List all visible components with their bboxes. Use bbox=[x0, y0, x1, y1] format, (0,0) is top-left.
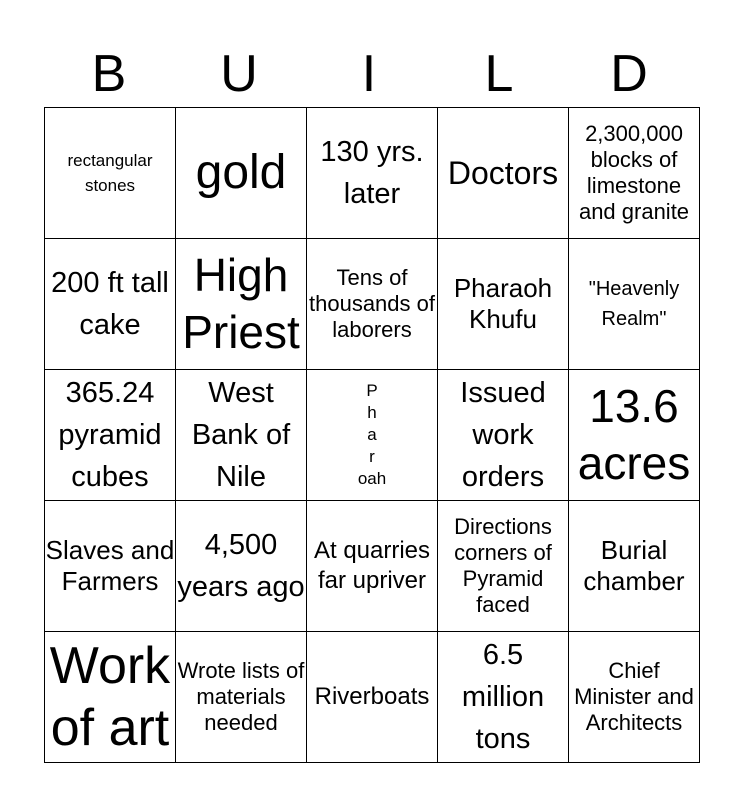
title-letter-d: D bbox=[610, 45, 648, 103]
cell-text: 130 yrs. later bbox=[320, 136, 424, 210]
bingo-cell[interactable] bbox=[176, 239, 307, 370]
bingo-cell[interactable] bbox=[569, 370, 700, 501]
title-letter-i: I bbox=[361, 45, 377, 103]
bingo-cell[interactable] bbox=[307, 501, 438, 632]
bingo-cell[interactable] bbox=[307, 632, 438, 763]
bingo-cell[interactable] bbox=[569, 108, 700, 239]
cell-text: P h a r oah bbox=[357, 381, 387, 488]
bingo-cell[interactable] bbox=[176, 370, 307, 501]
bingo-cell[interactable] bbox=[45, 501, 176, 632]
title-letter-b: B bbox=[91, 45, 127, 103]
bingo-cell[interactable] bbox=[438, 501, 569, 632]
bingo-cell[interactable] bbox=[438, 239, 569, 370]
cell-text: Riverboats bbox=[314, 683, 430, 710]
cell-text: rectangular stones bbox=[67, 151, 153, 195]
cell-text: Pharaoh Khufu bbox=[453, 273, 553, 334]
bingo-cell[interactable] bbox=[307, 370, 438, 501]
cell-text: Directions corners of Pyramid faced bbox=[454, 514, 552, 617]
bingo-cell[interactable] bbox=[176, 108, 307, 239]
title-letter-l: L bbox=[484, 45, 514, 103]
cell-text: Issued work orders bbox=[460, 377, 546, 493]
grid-row bbox=[45, 501, 700, 632]
cell-text: Burial chamber bbox=[583, 535, 685, 596]
cell-text: 13.6 acres bbox=[577, 380, 691, 489]
cell-text: "Heavenly Realm" bbox=[588, 278, 680, 330]
bingo-cell[interactable] bbox=[307, 108, 438, 239]
cell-text: Chief Minister and Architects bbox=[574, 658, 694, 735]
bingo-cell[interactable] bbox=[569, 239, 700, 370]
cell-text: Work of art bbox=[49, 637, 171, 757]
bingo-cell[interactable] bbox=[438, 370, 569, 501]
bingo-cell[interactable] bbox=[438, 632, 569, 763]
bingo-cell[interactable] bbox=[176, 501, 307, 632]
cell-text: 4,500 years ago bbox=[177, 529, 305, 603]
cell-text: Tens of thousands of laborers bbox=[309, 265, 435, 342]
cell-text: High Priest bbox=[182, 249, 300, 358]
bingo-cell[interactable] bbox=[307, 239, 438, 370]
cell-text: Slaves and Farmers bbox=[45, 535, 175, 596]
bingo-cell[interactable] bbox=[45, 108, 176, 239]
bingo-cell[interactable] bbox=[438, 108, 569, 239]
cell-text: 200 ft tall cake bbox=[51, 267, 169, 341]
grid-row bbox=[45, 108, 700, 239]
grid-row bbox=[45, 632, 700, 763]
cell-text: 6.5 million tons bbox=[461, 639, 545, 755]
cell-text: Wrote lists of materials needed bbox=[177, 658, 305, 735]
bingo-cell[interactable] bbox=[45, 239, 176, 370]
bingo-cell[interactable] bbox=[569, 501, 700, 632]
cell-text: Doctors bbox=[447, 154, 559, 191]
cell-text: gold bbox=[195, 146, 287, 199]
cell-text: 365.24 pyramid cubes bbox=[58, 377, 162, 493]
bingo-cell[interactable] bbox=[176, 632, 307, 763]
bingo-grid bbox=[44, 107, 700, 763]
grid-row bbox=[45, 239, 700, 370]
cell-text: At quarries far upriver bbox=[313, 537, 431, 594]
bingo-cell[interactable] bbox=[569, 632, 700, 763]
cell-text: 2,300,000 blocks of limestone and granite bbox=[578, 121, 690, 224]
cell-text: West Bank of Nile bbox=[191, 377, 291, 493]
bingo-title bbox=[44, 44, 694, 104]
bingo-cell[interactable] bbox=[45, 370, 176, 501]
bingo-cell[interactable] bbox=[45, 632, 176, 763]
title-letter-u: U bbox=[220, 45, 258, 103]
grid-row bbox=[45, 370, 700, 501]
